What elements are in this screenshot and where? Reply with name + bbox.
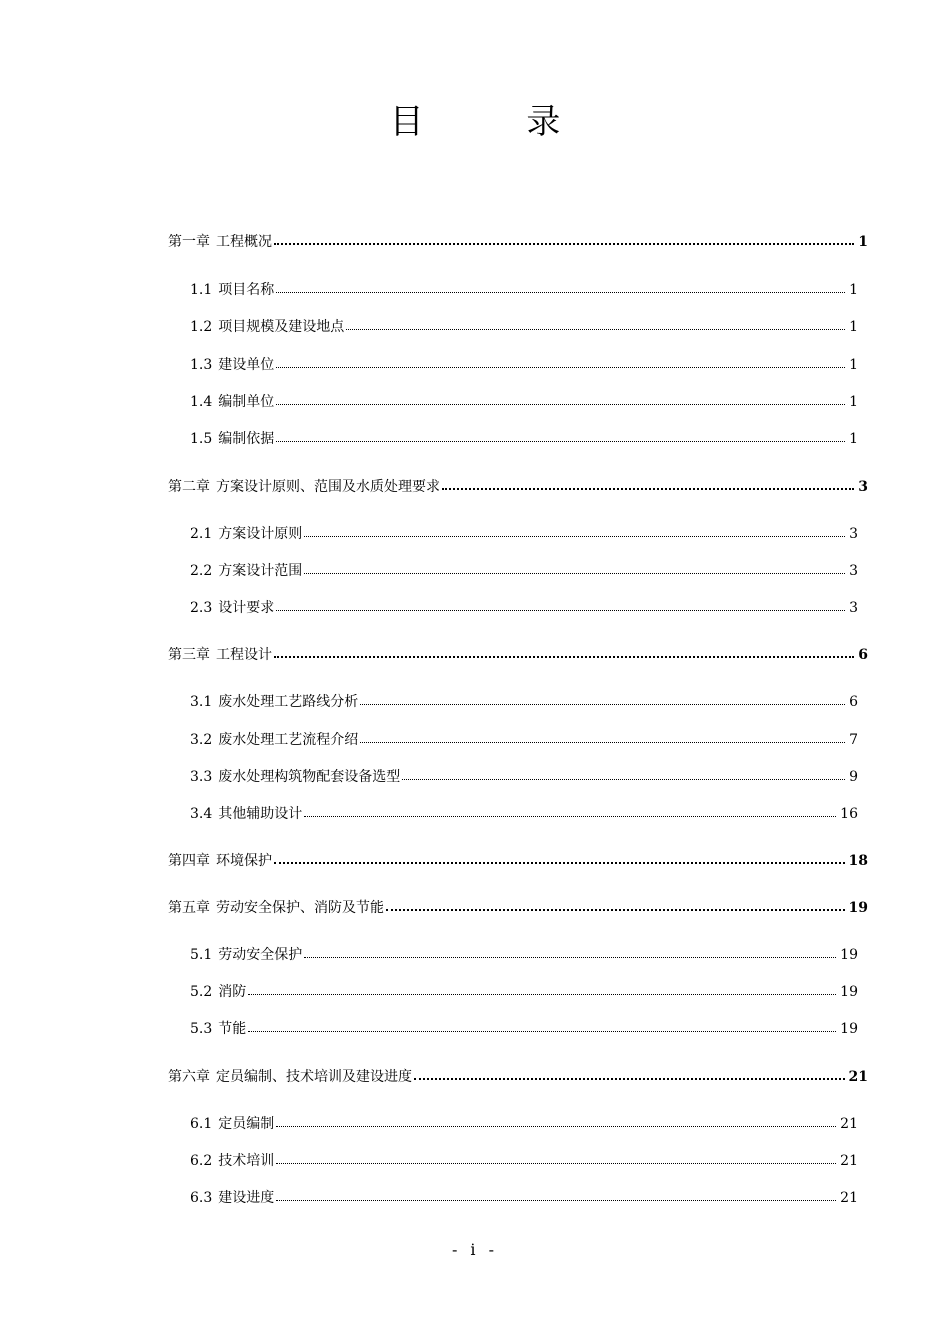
- toc-entry-number: 第二章: [168, 479, 210, 495]
- toc-entry-page-number: 1: [849, 282, 858, 298]
- dot-leader: [274, 232, 854, 246]
- toc-entry-title: 定员编制: [218, 1116, 275, 1132]
- toc-entry-title: 环境保护: [216, 853, 272, 869]
- toc-chapter-entry[interactable]: [168, 851, 868, 871]
- toc-entry-page-number: 1: [849, 431, 858, 447]
- toc-entry-number: 第三章: [168, 647, 210, 663]
- page-title: 目 录: [389, 102, 607, 142]
- toc-entry-number: 第四章: [168, 853, 210, 869]
- toc-entry-number: 第六章: [168, 1069, 210, 1085]
- toc-entry-number: 第五章: [168, 900, 210, 916]
- toc-entry-number: 3.3: [190, 769, 213, 785]
- dot-leader: [304, 524, 845, 538]
- toc-entry-title: 方案设计原则: [218, 526, 303, 542]
- page-number: - i -: [451, 1240, 499, 1259]
- toc-section-entry[interactable]: [190, 982, 858, 1002]
- toc-entry-title: 编制依据: [218, 431, 275, 447]
- toc-entry-title: 废水处理工艺路线分析: [218, 694, 359, 710]
- toc-entry-number: 3.4: [190, 806, 213, 822]
- toc-entry-title: 建设单位: [218, 357, 275, 373]
- toc-entry-page-number: 19: [840, 984, 858, 1000]
- toc-section-entry[interactable]: [190, 692, 858, 712]
- toc-entry-number: 1.5: [190, 431, 213, 447]
- toc-entry-page-number: 19: [848, 900, 868, 916]
- toc-entry-title: 方案设计范围: [218, 563, 303, 579]
- toc-entry-page-number: 3: [849, 600, 858, 616]
- toc-entry-page-number: 19: [840, 1021, 858, 1037]
- dot-leader: [248, 982, 836, 996]
- toc-entry-title: 节能: [218, 1021, 247, 1037]
- toc-entry-number: 5.2: [190, 984, 213, 1000]
- dot-leader: [360, 730, 845, 744]
- toc-entry-title: 工程概况: [216, 234, 272, 250]
- dot-leader: [442, 477, 854, 491]
- toc-entry-title: 劳动安全保护: [218, 947, 303, 963]
- toc-section-entry[interactable]: [190, 429, 858, 449]
- dot-leader: [274, 645, 854, 659]
- toc-entry-number: 2.3: [190, 600, 213, 616]
- toc-entry-title: 技术培训: [218, 1153, 275, 1169]
- toc-entry-title: 劳动安全保护、消防及节能: [216, 900, 384, 916]
- toc-entry-number: 2.1: [190, 526, 213, 542]
- toc-section-entry[interactable]: [190, 280, 858, 300]
- toc-section-entry[interactable]: [190, 524, 858, 544]
- toc-entry-title: 其他辅助设计: [218, 806, 303, 822]
- toc-entry-page-number: 1: [849, 319, 858, 335]
- toc-entry-number: 2.2: [190, 563, 213, 579]
- toc-entry-title: 废水处理构筑物配套设备选型: [218, 769, 401, 785]
- toc-entry-number: 6.2: [190, 1153, 213, 1169]
- toc-entry-number: 1.3: [190, 357, 213, 373]
- dot-leader: [304, 804, 836, 818]
- toc-section-entry[interactable]: [190, 804, 858, 824]
- toc-section-entry[interactable]: [190, 598, 858, 618]
- toc-entry-page-number: 18: [848, 853, 868, 869]
- dot-leader: [346, 317, 845, 331]
- toc-entry-page-number: 21: [840, 1116, 858, 1132]
- dot-leader: [276, 280, 845, 294]
- toc-entry-number: 第一章: [168, 234, 210, 250]
- toc-entry-title: 方案设计原则、范围及水质处理要求: [216, 479, 440, 495]
- toc-chapter-entry[interactable]: [168, 1067, 868, 1087]
- toc-section-entry[interactable]: [190, 1019, 858, 1039]
- dot-leader: [402, 767, 845, 781]
- dot-leader: [276, 429, 845, 443]
- dot-leader: [276, 598, 845, 612]
- toc-entry-title: 消防: [218, 984, 247, 1000]
- dot-leader: [386, 898, 845, 912]
- toc-entry-page-number: 9: [849, 769, 858, 785]
- toc-entry-page-number: 21: [848, 1069, 868, 1085]
- toc-entry-page-number: 3: [858, 479, 868, 495]
- toc-entry-page-number: 1: [849, 394, 858, 410]
- toc-entry-page-number: 6: [849, 694, 858, 710]
- toc-section-entry[interactable]: [190, 317, 858, 337]
- toc-entry-page-number: 21: [840, 1153, 858, 1169]
- dot-leader: [304, 945, 836, 959]
- toc-entry-page-number: 16: [840, 806, 858, 822]
- toc-entry-number: 3.1: [190, 694, 213, 710]
- toc-entry-page-number: 1: [849, 357, 858, 373]
- toc-section-entry[interactable]: [190, 1114, 858, 1134]
- dot-leader: [276, 1114, 836, 1128]
- toc-entry-number: 3.2: [190, 732, 213, 748]
- toc-entry-number: 1.4: [190, 394, 213, 410]
- toc-entry-number: 1.1: [190, 282, 213, 298]
- toc-entry-title: 项目规模及建设地点: [218, 319, 345, 335]
- dot-leader: [304, 561, 845, 575]
- toc-entry-page-number: 19: [840, 947, 858, 963]
- toc-section-entry[interactable]: [190, 392, 858, 412]
- toc-section-entry[interactable]: [190, 355, 858, 375]
- dot-leader: [248, 1019, 836, 1033]
- toc-entry-page-number: 3: [849, 563, 858, 579]
- toc-entry-page-number: 6: [858, 647, 868, 663]
- toc-chapter-entry[interactable]: [168, 645, 868, 665]
- toc-chapter-entry[interactable]: [168, 232, 868, 252]
- toc-entry-number: 1.2: [190, 319, 213, 335]
- toc-entry-page-number: 7: [849, 732, 858, 748]
- toc-entry-number: 5.1: [190, 947, 213, 963]
- dot-leader: [414, 1067, 845, 1081]
- toc-entry-title: 项目名称: [218, 282, 275, 298]
- toc-section-entry[interactable]: [190, 730, 858, 750]
- toc-entry-number: 6.3: [190, 1190, 213, 1206]
- toc-section-entry[interactable]: [190, 1151, 858, 1171]
- toc-entry-title: 设计要求: [218, 600, 275, 616]
- dot-leader: [274, 851, 845, 865]
- toc-entry-number: 6.1: [190, 1116, 213, 1132]
- toc-entry-number: 5.3: [190, 1021, 213, 1037]
- toc-entry-page-number: 1: [858, 234, 868, 250]
- toc-entry-title: 编制单位: [218, 394, 275, 410]
- toc-section-entry[interactable]: [190, 561, 858, 581]
- toc-entry-title: 建设进度: [218, 1190, 275, 1206]
- dot-leader: [276, 1151, 836, 1165]
- toc-chapter-entry[interactable]: [168, 898, 868, 918]
- toc-section-entry[interactable]: [190, 945, 858, 965]
- dot-leader: [276, 392, 845, 406]
- toc-chapter-entry[interactable]: [168, 477, 868, 497]
- dot-leader: [276, 355, 845, 369]
- toc-entry-title: 工程设计: [216, 647, 272, 663]
- toc-entry-page-number: 3: [849, 526, 858, 542]
- toc-entry-page-number: 21: [840, 1190, 858, 1206]
- dot-leader: [360, 692, 845, 706]
- dot-leader: [276, 1188, 836, 1202]
- toc-entry-title: 废水处理工艺流程介绍: [218, 732, 359, 748]
- toc-entry-title: 定员编制、技术培训及建设进度: [216, 1069, 412, 1085]
- toc-section-entry[interactable]: [190, 1188, 858, 1208]
- toc-section-entry[interactable]: [190, 767, 858, 787]
